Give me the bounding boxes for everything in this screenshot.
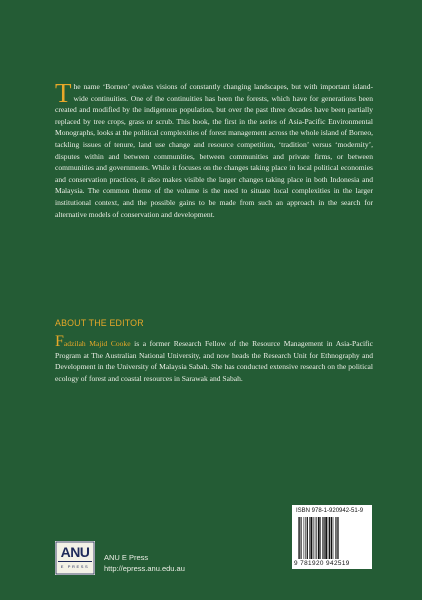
logo-text: ANU xyxy=(60,544,90,560)
blurb-drop-cap: T xyxy=(55,78,72,108)
isbn-label: ISBN 978-1-920942-51-9 xyxy=(296,508,364,514)
editor-name-rest: adzilah Majid Cooke xyxy=(63,339,131,348)
anu-epress-logo xyxy=(55,541,95,575)
editor-bio xyxy=(55,333,374,384)
editor-name-initial: F xyxy=(55,333,64,350)
editor-bio-text: is a former Research Fellow of the Resource Management in Asia-Pacific Program at The Australian National University, and now heads the Research Unit for Ethnography and Development in the University of Malaysia Sabah. She has conducted extensive research on the political ecology of forest and coastal resources in Sarawak and Sabah. xyxy=(55,339,374,383)
publisher-name: ANU E Press xyxy=(104,553,149,562)
logo-subtext: E PRESS xyxy=(60,564,90,569)
isbn-barcode-box xyxy=(292,505,372,569)
about-editor-heading: ABOUT THE EDITOR xyxy=(55,318,144,328)
blurb-text: he name ‘Borneo’ evokes visions of constantly changing landscapes, but with important island-wide continuities. One of the continuities has been the forests, which have for generations been created and modified by the indigenous population, but over the past three decades have been partially replaced by tree crops, grass or scrub. This book, the first in the series of Asia-Pacific Environmental Monographs, looks at the political complexities of forest management across the whole island of Borneo, tackling issues of tenure, land use change and resource competition, ‘tradition’ versus ‘modernity’, disputes within and between communities, between communities and private firms, or between communities and governments. While it focuses on the changes taking place in local political economies and conservation practices, it also makes visible the larger changes taking place in both Indonesia and Malaysia. The common theme of the volume is the need to situate local complexities in the larger institutional context, and the possible gains to be made from such an approach in the search for alternative models of conservation and development. xyxy=(55,82,373,219)
book-blurb xyxy=(55,78,373,220)
barcode-icon xyxy=(296,517,368,559)
barcode-digits: 9 781920 942519 xyxy=(294,560,350,567)
publisher-url[interactable]: http://epress.anu.edu.au xyxy=(104,564,185,573)
editor-name xyxy=(55,333,131,350)
